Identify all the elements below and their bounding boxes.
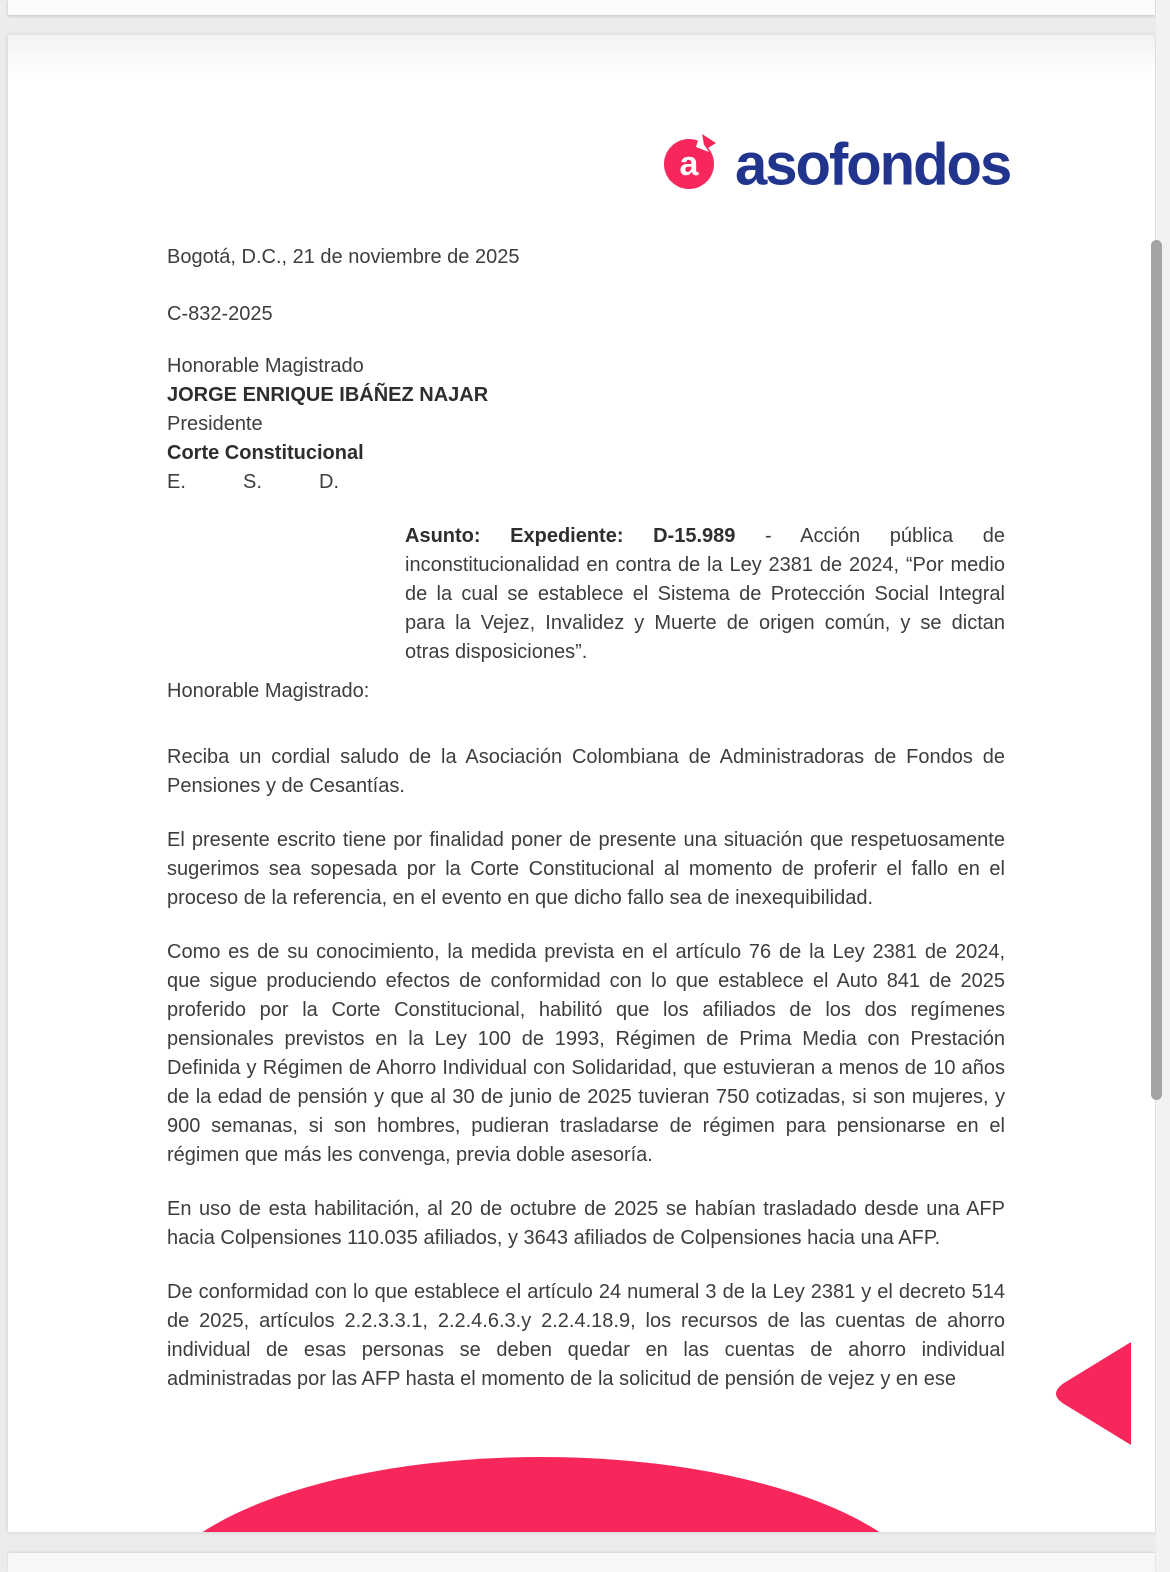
esd-line xyxy=(167,468,1005,497)
recipient-block xyxy=(167,352,1005,497)
previous-page-edge xyxy=(8,0,1155,15)
esd-e: E. xyxy=(167,471,186,493)
paragraph-regulation: De conformidad con lo que establece el artículo 24 numeral 3 de la Ley 2381 y el decreto 514 de 2025, artículos 2.2.3.3.1, 2.2.4.6.3.y 2.2.4.18.9, los recursos de las cuentas de ahorro individual de esas personas se deben quedar en las cuentas de ahorro individual administradas por las AFP hasta el momento de la solicitud de pensión de vejez y en ese xyxy=(167,1281,1005,1390)
subject-label: Asunto: Expediente: D-15.989 xyxy=(405,525,736,547)
reference-number: C-832-2025 xyxy=(167,303,273,325)
paragraph-greeting: Reciba un cordial saludo de la Asociación Colombiana de Administradoras de Fondos de Pensiones y de Cesantías. xyxy=(167,746,1005,797)
esd-d: D. xyxy=(319,471,339,493)
svg-text:a: a xyxy=(679,145,699,183)
salutation: Honorable Magistrado: xyxy=(167,680,370,702)
esd-s: S. xyxy=(243,471,262,493)
recipient-title: Honorable Magistrado xyxy=(167,355,364,377)
subject-block xyxy=(405,522,1005,667)
recipient-institution: Corte Constitucional xyxy=(167,442,364,464)
document-page xyxy=(8,35,1155,1532)
page-top-shadow xyxy=(8,35,1155,75)
asofondos-wordmark: asofondos xyxy=(735,130,1011,198)
scrollbar-thumb[interactable] xyxy=(1151,240,1162,1100)
letter-body xyxy=(167,243,1005,1419)
next-page-edge xyxy=(8,1553,1155,1572)
pink-triangle-decoration xyxy=(1046,1305,1132,1450)
date-line: Bogotá, D.C., 21 de noviembre de 2025 xyxy=(167,246,520,268)
subject-text: - Acción pública de inconstitucionalidad en contra de la Ley 2381 de 2024, “Por medio de la cual se establece el Sistema de Protección Social Integral para la Vejez, Invalidez y Muerte de origen común, y se dictan otras disposiciones”. xyxy=(405,525,1005,663)
pink-dome-decoration xyxy=(146,1457,936,1532)
asofondos-icon xyxy=(663,133,719,196)
paragraph-transfers: En uso de esta habilitación, al 20 de octubre de 2025 se habían trasladado desde una AFP hacia Colpensiones 110.035 afiliados, y 3643 afiliados de Colpensiones hacia una AFP. xyxy=(167,1198,1005,1249)
recipient-name: JORGE ENRIQUE IBÁÑEZ NAJAR xyxy=(167,384,489,406)
letter-paragraphs xyxy=(167,743,1005,1394)
paragraph-purpose: El presente escrito tiene por finalidad poner de presente una situación que respetuosamente sugerimos sea sopesada por la Corte Constitucional al momento de proferir el fallo en el proceso de la referencia, en el evento en que dicho fallo sea de inexequibilidad. xyxy=(167,829,1005,909)
asofondos-logo xyxy=(663,130,1011,198)
paragraph-context: Como es de su conocimiento, la medida prevista en el artículo 76 de la Ley 2381 de 2024, que sigue produciendo efectos de conformidad con lo que establece el Auto 841 de 2025 proferido por la Corte Constitucional, habilitó que los afiliados de los dos regímenes pensionales previstos en la Ley 100 de 1993, Régimen de Prima Media con Prestación Definida y Régimen de Ahorro Individual con Solidaridad, que estuvieran a menos de 10 años de la edad de pensión y que al 30 de junio de 2025 tuvieran 750 cotizadas, si son mujeres, y 900 semanas, si son hombres, pudieran trasladarse de régimen para pensionarse en el régimen que más les convenga, previa doble asesoría. xyxy=(167,941,1005,1166)
recipient-role: Presidente xyxy=(167,413,263,435)
